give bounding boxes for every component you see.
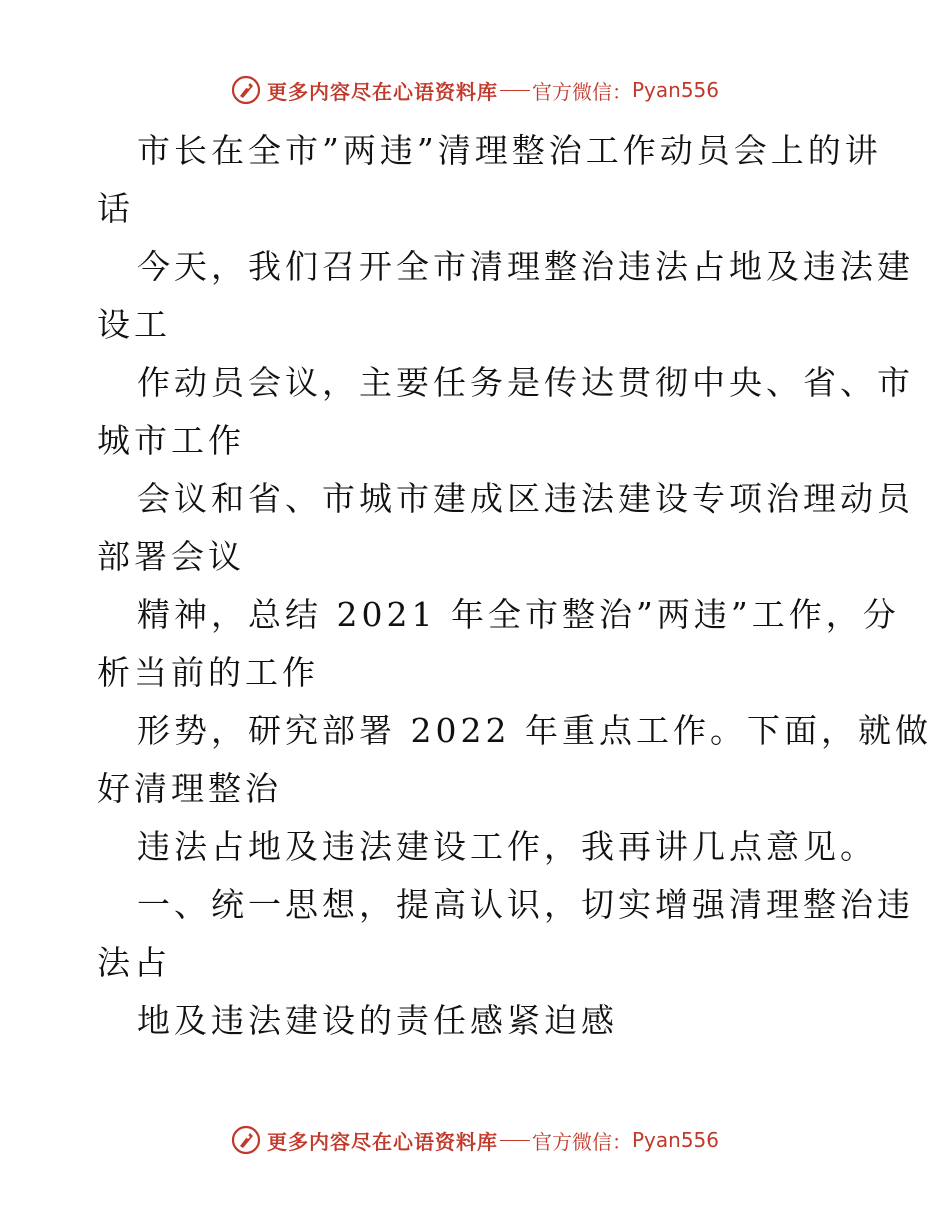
doc-line-13: 违法占地及违法建设工作，我再讲几点意见。 [137, 827, 877, 866]
doc-line-2: 话 [97, 189, 134, 228]
doc-line-5: 作动员会议，主要任务是传达贯彻中央、省、市 [137, 363, 914, 402]
watermark-text: 更多内容尽在心语资料库 [266, 79, 498, 104]
watermark-text: 更多内容尽在心语资料库 [266, 1129, 498, 1154]
doc-line-8: 部署会议 [97, 537, 245, 576]
doc-line-9: 精神，总结 2021 年全市整治”两违”工作，分 [137, 595, 900, 634]
doc-line-7: 会议和省、市城市建成区违法建设专项治理动员 [137, 479, 914, 518]
doc-line-1: 市长在全市”两违”清理整治工作动员会上的讲 [137, 131, 882, 170]
doc-line-3: 今天，我们召开全市清理整治违法占地及违法建 [137, 247, 914, 286]
doc-line-4: 设工 [97, 305, 171, 344]
doc-line-11: 形势，研究部署 2022 年重点工作。下面，就做 [137, 711, 932, 750]
watermark-label: 官方微信： [531, 79, 632, 104]
watermark-id: Pyan556 [631, 1128, 719, 1152]
watermark-dash [500, 1140, 530, 1141]
pen-nib-logo-icon [231, 1125, 261, 1155]
doc-line-10: 析当前的工作 [97, 653, 319, 692]
doc-line-14: 一、统一思想，提高认识，切实增强清理整治违 [137, 885, 914, 924]
document-body [97, 122, 932, 1050]
watermark-label: 官方微信： [531, 1129, 632, 1154]
doc-line-16: 地及违法建设的责任感紧迫感 [137, 1001, 618, 1040]
watermark-id: Pyan556 [631, 78, 719, 102]
footer-watermark [0, 1120, 950, 1160]
watermark-dash [500, 90, 530, 91]
pen-nib-logo-icon [231, 75, 261, 105]
doc-line-15: 法占 [97, 943, 171, 982]
header-watermark [0, 70, 950, 110]
doc-line-6: 城市工作 [97, 421, 245, 460]
doc-line-12: 好清理整治 [97, 769, 282, 808]
